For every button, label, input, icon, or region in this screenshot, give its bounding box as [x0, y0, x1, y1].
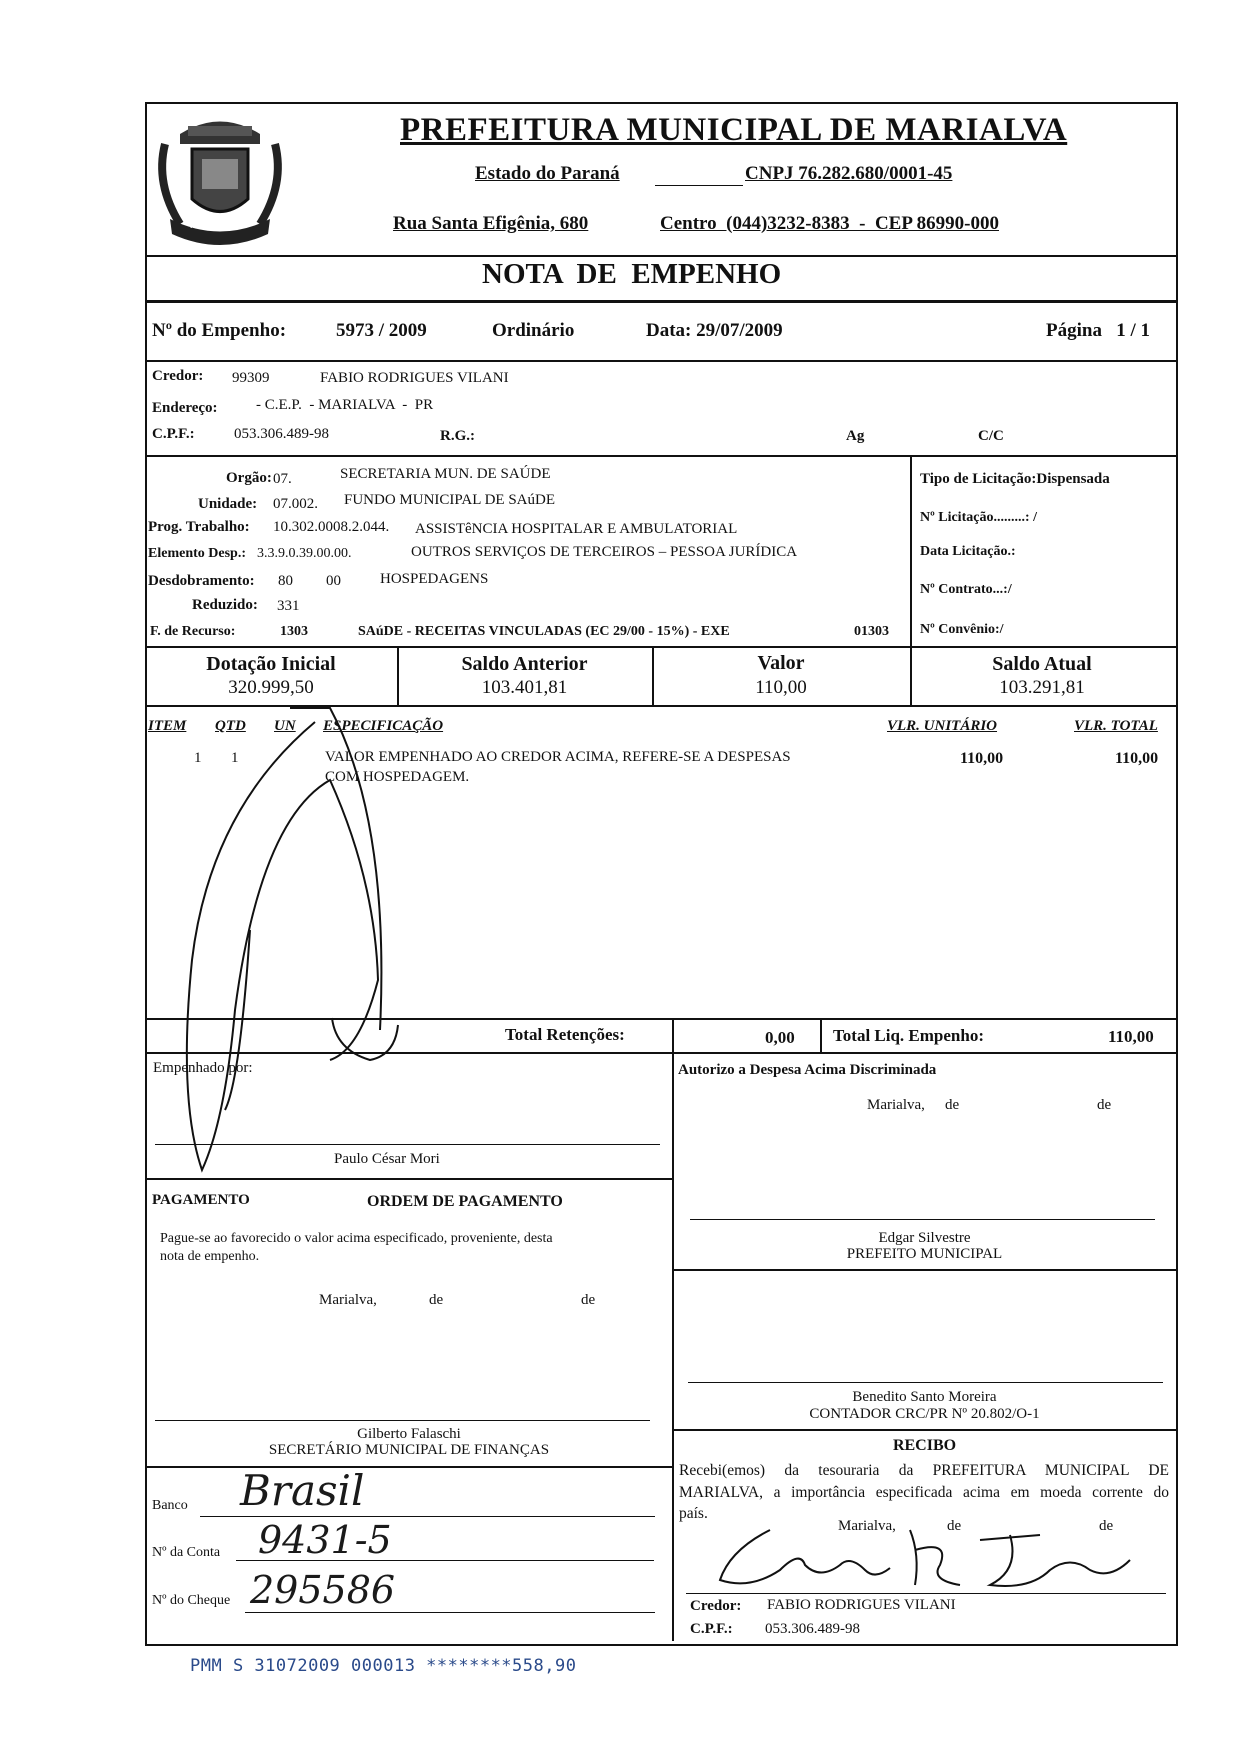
- contact-label: Centro (044)3232-8383 - CEP 86990-000: [660, 213, 999, 234]
- item-spec-line2: COM HOSPEDAGEM.: [325, 769, 470, 785]
- elemento-code: 3.3.9.0.39.00.00.: [257, 546, 352, 561]
- conta-handwritten: 9431-5: [258, 1518, 392, 1562]
- pagamento-text-line1: Pague-se ao favorecido o valor acima especificado, proveniente, desta: [160, 1231, 553, 1246]
- prefeito-name: Edgar Silvestre: [878, 1230, 971, 1246]
- endereco-value: - C.E.P. - MARIALVA - PR: [256, 397, 434, 413]
- creditor-signature: [690, 1510, 1150, 1600]
- unidade-label: Unidade:: [198, 496, 258, 512]
- saldo-anterior-label: Saldo Anterior: [461, 653, 588, 675]
- valor-label: Valor: [757, 652, 805, 674]
- cnpj-label: CNPJ 76.282.680/0001-45: [745, 163, 953, 184]
- col-qtd: QTD: [215, 718, 246, 734]
- recibo-cpf-label: C.P.F.:: [690, 1621, 733, 1637]
- recibo-text-line1: Recebi(emos) da tesouraria da PREFEITURA MUNICIPAL DE: [679, 1462, 1169, 1479]
- pagamento-text-line2: nota de empenho.: [160, 1249, 260, 1264]
- recibo-city: Marialva,: [838, 1518, 896, 1534]
- col-total-value: VLR. TOTAL: [1074, 718, 1158, 734]
- conta-label: Nº da Conta: [152, 1545, 221, 1560]
- unidade-code: 07.002.: [273, 496, 318, 512]
- banco-label: Banco: [152, 1498, 188, 1513]
- state-label: Estado do Paraná: [475, 163, 620, 184]
- payment-stamp: PMM S 31072009 000013 ********558,90: [190, 1656, 577, 1676]
- autorizo-label: Autorizo a Despesa Acima Discriminada: [678, 1062, 937, 1078]
- credor-label: Credor:: [152, 368, 204, 384]
- rg-label: R.G.:: [440, 428, 475, 444]
- empenho-number: 5973 / 2009: [336, 320, 427, 341]
- desdob-label: Desdobramento:: [148, 573, 255, 589]
- licitacao-numero: Nº Licitação.........: /: [920, 510, 1037, 525]
- handwritten-oval-mark: [140, 700, 420, 1190]
- col-un: UN: [274, 718, 296, 734]
- page-title: PREFEITURA MUNICIPAL DE MARIALVA: [400, 112, 1068, 148]
- page-number: Página 1 / 1: [1046, 320, 1150, 341]
- pagamento-city: Marialva,: [319, 1292, 377, 1308]
- recurso-label: F. de Recurso:: [150, 624, 236, 639]
- recibo-text-line3: país.: [679, 1505, 708, 1522]
- autorizo-city: Marialva,: [867, 1097, 925, 1113]
- saldo-atual-value: 103.291,81: [999, 677, 1085, 698]
- prog-code: 10.302.0008.2.044.: [273, 519, 390, 535]
- prog-value: ASSISTêNCIA HOSPITALAR E AMBULATORIAL: [415, 521, 738, 537]
- col-spec: ESPECIFICAÇÃO: [323, 718, 444, 734]
- col-unit-value: VLR. UNITÁRIO: [887, 718, 998, 734]
- item-qtd: 1: [231, 750, 239, 766]
- dotacao-label: Dotação Inicial: [206, 653, 336, 675]
- prog-label: Prog. Trabalho:: [148, 519, 250, 535]
- recibo-de2: de: [1099, 1518, 1114, 1534]
- seal-banner-text: MARIALVA: [190, 220, 237, 230]
- cpf-label: C.P.F.:: [152, 426, 195, 442]
- licitacao-tipo: Tipo de Licitação:Dispensada: [920, 471, 1110, 487]
- empenhado-label: Empenhado por:: [153, 1060, 253, 1076]
- secretario-role: SECRETÁRIO MUNICIPAL DE FINANÇAS: [268, 1442, 550, 1458]
- item-number: 1: [194, 750, 202, 766]
- retencoes-label: Total Retenções:: [505, 1025, 625, 1044]
- desdob-code2: 00: [326, 573, 341, 589]
- contador-name: Benedito Santo Moreira: [852, 1389, 997, 1405]
- empenho-date: Data: 29/07/2009: [646, 320, 783, 341]
- prefeito-role: PREFEITO MUNICIPAL: [846, 1246, 1003, 1262]
- recibo-credor-label: Credor:: [690, 1598, 742, 1614]
- col-item: ITEM: [148, 718, 187, 734]
- ag-label: Ag: [846, 428, 865, 444]
- municipal-seal: [150, 104, 290, 254]
- retencoes-value: 0,00: [765, 1028, 795, 1047]
- cheque-handwritten: 295586: [250, 1568, 396, 1612]
- saldo-atual-label: Saldo Atual: [992, 653, 1092, 675]
- credor-code: 99309: [232, 370, 270, 386]
- recibo-de1: de: [947, 1518, 962, 1534]
- orgao-code: 07.: [273, 471, 292, 487]
- recibo-text-line2: MARIALVA, a importância especificada acima em moeda corrente do: [679, 1484, 1169, 1501]
- credor-name: FABIO RODRIGUES VILANI: [320, 370, 509, 386]
- liq-empenho-label: Total Liq. Empenho:: [833, 1026, 984, 1045]
- empenhado-name: Paulo César Mori: [334, 1151, 440, 1167]
- contador-role: CONTADOR CRC/PR Nº 20.802/O-1: [809, 1406, 1040, 1422]
- licitacao-contrato: Nº Contrato...:/: [920, 582, 1012, 597]
- recurso-code: 1303: [280, 624, 308, 639]
- elemento-label: Elemento Desp.:: [148, 546, 246, 561]
- address-label: Rua Santa Efigênia, 680: [393, 213, 589, 234]
- recurso-code2: 01303: [854, 624, 889, 639]
- item-total-value: 110,00: [1115, 750, 1159, 767]
- unidade-value: FUNDO MUNICIPAL DE SAúDE: [344, 492, 555, 508]
- valor-value: 110,00: [755, 677, 807, 698]
- item-unit-value: 110,00: [960, 750, 1004, 767]
- pagamento-label: PAGAMENTO: [152, 1192, 250, 1208]
- orgao-value: SECRETARIA MUN. DE SAÚDE: [340, 466, 551, 482]
- licitacao-convenio: Nº Convênio:/: [920, 622, 1004, 637]
- dotacao-value: 320.999,50: [228, 677, 314, 698]
- elemento-value: OUTROS SERVIÇOS DE TERCEIROS – PESSOA JURÍDICA: [411, 544, 798, 560]
- item-spec-line1: VALOR EMPENHADO AO CREDOR ACIMA, REFERE-SE A DESPESAS: [325, 749, 791, 765]
- cpf-value: 053.306.489-98: [234, 426, 329, 442]
- pagamento-de2: de: [581, 1292, 596, 1308]
- licitacao-data: Data Licitação.:: [920, 544, 1016, 559]
- reduzido-value: 331: [277, 598, 300, 614]
- pagamento-de1: de: [429, 1292, 444, 1308]
- recurso-value: SAúDE - RECEITAS VINCULADAS (EC 29/00 - 15%) - EXE: [358, 624, 730, 639]
- saldo-anterior-value: 103.401,81: [481, 677, 568, 698]
- cheque-label: Nº do Cheque: [152, 1593, 231, 1608]
- empenho-label: Nº do Empenho:: [152, 320, 287, 341]
- desdob-value: HOSPEDAGENS: [380, 571, 489, 587]
- recibo-cpf-value: 053.306.489-98: [765, 1621, 860, 1637]
- liq-empenho-value: 110,00: [1108, 1027, 1154, 1046]
- empenho-type: Ordinário: [492, 320, 575, 341]
- autorizo-de1: de: [945, 1097, 960, 1113]
- doc-title: NOTA DE EMPENHO: [482, 258, 782, 290]
- endereco-label: Endereço:: [152, 400, 218, 416]
- autorizo-de2: de: [1097, 1097, 1112, 1113]
- ordem-pagamento-label: ORDEM DE PAGAMENTO: [367, 1193, 563, 1210]
- orgao-label: Orgão:: [226, 470, 272, 486]
- cc-label: C/C: [978, 428, 1004, 444]
- secretario-name: Gilberto Falaschi: [357, 1426, 461, 1442]
- banco-handwritten: Brasil: [240, 1466, 365, 1515]
- desdob-code1: 80: [278, 573, 293, 589]
- recibo-credor-name: FABIO RODRIGUES VILANI: [767, 1597, 956, 1613]
- recibo-title: RECIBO: [892, 1437, 957, 1454]
- reduzido-label: Reduzido:: [192, 597, 258, 613]
